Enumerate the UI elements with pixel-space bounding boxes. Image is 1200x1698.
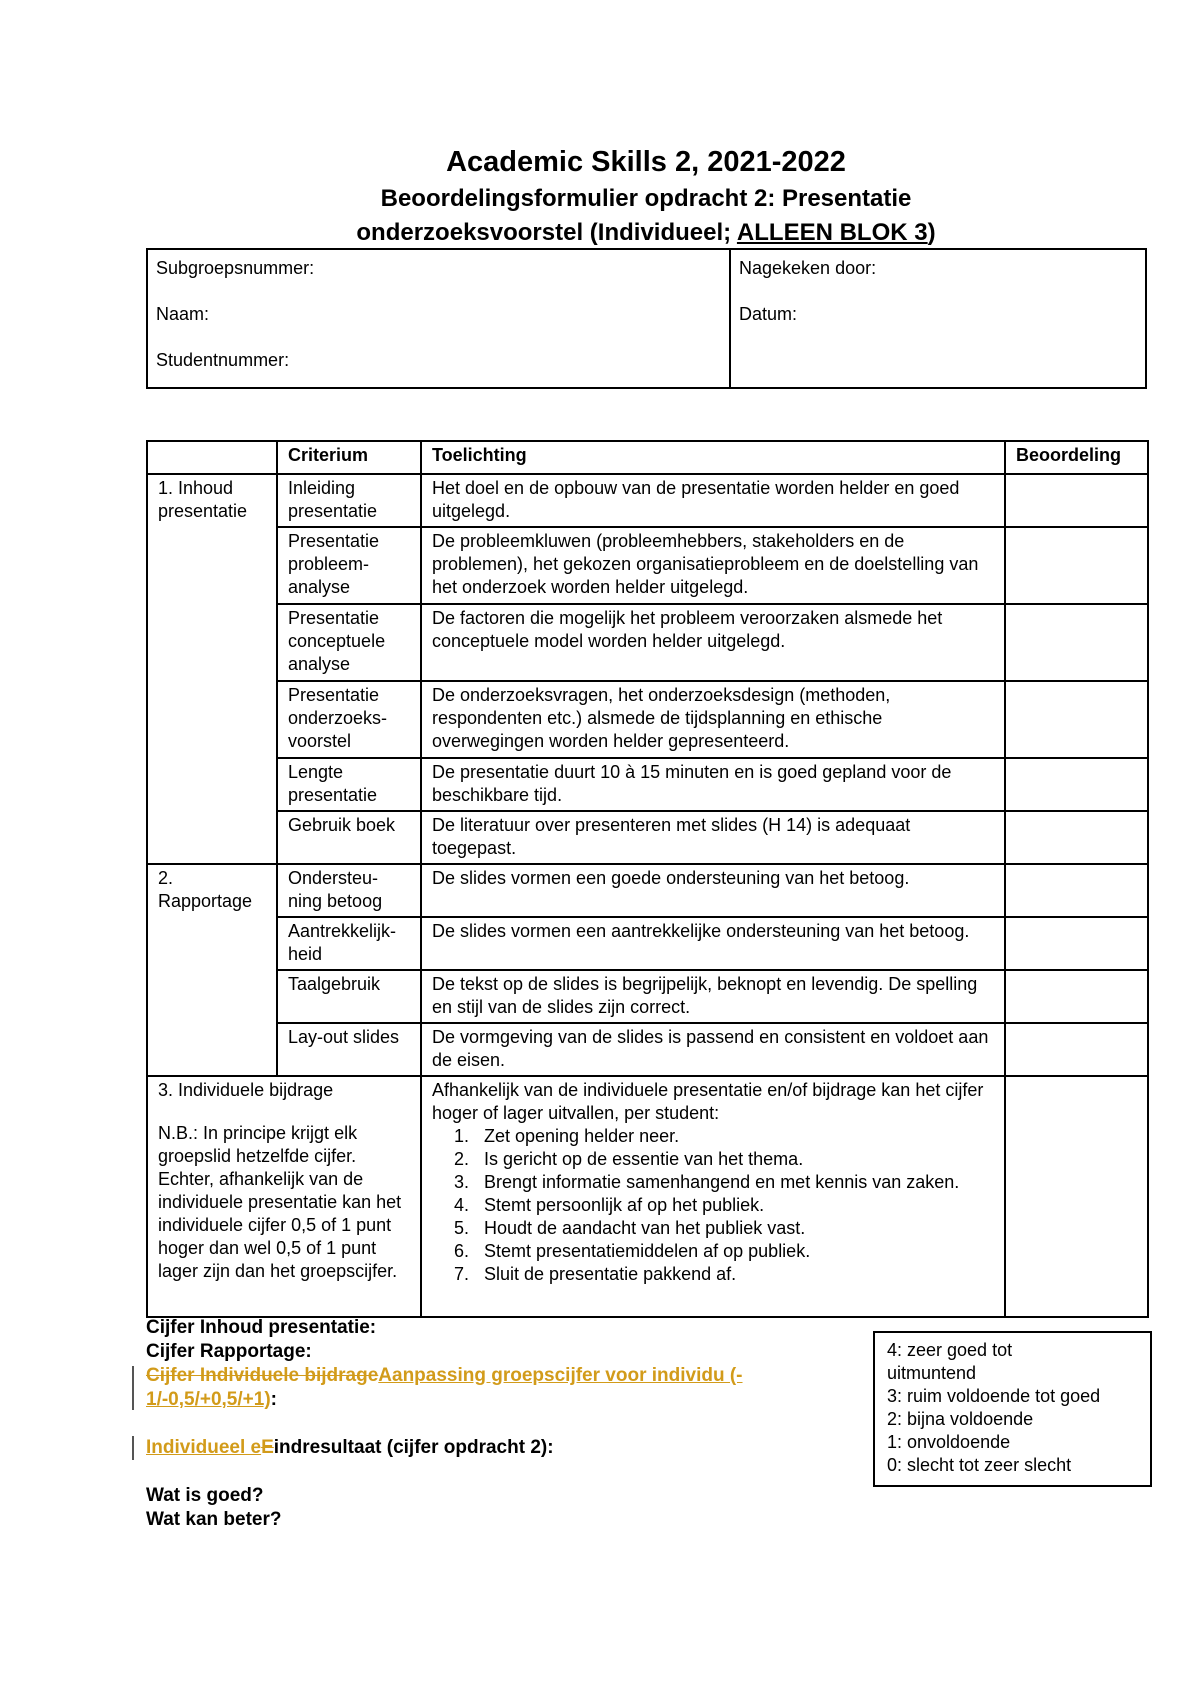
subtitle-underlined: ALLEEN BLOK 3	[736, 219, 928, 246]
individual-criteria-list	[432, 1125, 994, 1286]
grade-cell[interactable]	[1005, 1023, 1148, 1076]
individual-note: N.B.: In principe krijgt elk groepslid hetzelfde cijfer. Echter, afhankelijk van de individuele presentatie kan het individuele cijfer 0,5 of 1 punt hoger dan wel 0,5 of 1 punt lager zijn dan het groepscijfer.	[158, 1123, 402, 1281]
change-bar	[132, 1436, 134, 1460]
final-result-line	[146, 1436, 743, 1460]
inserted-text: Individueel e	[146, 1437, 262, 1458]
scale-1: 1: onvoldoende	[887, 1432, 1011, 1452]
list-item: 1. Zet opening helder neer.	[474, 1125, 994, 1148]
deleted-text: Cijfer Individuele bijdrage	[146, 1365, 379, 1386]
header-grade: Beoordeling	[1005, 441, 1148, 474]
list-item: 3. Brengt informatie samenhangend en met kennis van zaken.	[474, 1171, 994, 1194]
table-row	[147, 758, 1148, 811]
document-subtitle-line1: Beoordelingsformulier opdracht 2: Presentatie	[380, 185, 912, 212]
results-section	[146, 1316, 743, 1532]
grade-cell[interactable]	[1005, 604, 1148, 681]
rubric-header-row	[147, 441, 1148, 474]
list-item: 5. Houdt de aandacht van het publiek vast.	[474, 1217, 994, 1240]
individual-title: 3. Individuele bijdrage	[158, 1080, 334, 1100]
inserted-text: Aanpassing groepscijfer voor individu (-	[378, 1365, 743, 1386]
content-grade-line: Cijfer Inhoud presentatie:	[146, 1317, 377, 1338]
section-reporting: 2. Rapportage	[147, 864, 277, 1076]
explanation-cell: De factoren die mogelijk het probleem veroorzaken alsmede het conceptuele model worden helder uitgelegd.	[421, 604, 1005, 681]
spacer	[146, 1460, 743, 1484]
criterion-cell: Presentatie probleem-analyse	[277, 527, 421, 604]
criterion-cell: Taalgebruik	[277, 970, 421, 1023]
table-row	[147, 474, 1148, 527]
criterion-cell: Gebruik boek	[277, 811, 421, 864]
criterion-cell: Lengte presentatie	[277, 758, 421, 811]
deleted-text: E	[261, 1437, 274, 1458]
explanation-cell: De presentatie duurt 10 à 15 minuten en is goed gepland voor de beschikbare tijd.	[421, 758, 1005, 811]
scale-4-cont: uitmuntend	[887, 1363, 977, 1383]
grade-cell[interactable]	[1005, 970, 1148, 1023]
list-item: 7. Sluit de presentatie pakkend af.	[474, 1263, 994, 1286]
grade-cell[interactable]	[1005, 681, 1148, 758]
grade-cell[interactable]	[1005, 917, 1148, 970]
rubric-table	[146, 440, 1149, 1318]
info-left	[148, 250, 731, 387]
explanation-cell: De onderzoeksvragen, het onderzoeksdesign (methoden, respondenten etc.) alsmede de tijdsplanning en ethische overwegingen worden helder gepresenteerd.	[421, 681, 1005, 758]
inserted-text: 1/-0,5/+0,5/+1)	[146, 1389, 271, 1410]
subgroup-field[interactable]: Subgroepsnummer:	[156, 258, 315, 278]
grade-cell[interactable]	[1005, 474, 1148, 527]
grade-cell[interactable]	[1005, 758, 1148, 811]
table-row	[147, 1076, 1148, 1317]
list-item: 6. Stemt presentatiemiddelen af op publiek.	[474, 1240, 994, 1263]
report-grade-line: Cijfer Rapportage:	[146, 1341, 312, 1362]
info-box	[146, 248, 1147, 389]
list-item: 4. Stemt persoonlijk af op het publiek.	[474, 1194, 994, 1217]
individual-grade-line-cont	[146, 1388, 743, 1412]
explanation-cell: De tekst op de slides is begrijpelijk, beknopt en levendig. De spelling en stijl van de slides zijn correct.	[421, 970, 1005, 1023]
grade-cell[interactable]	[1005, 1076, 1148, 1317]
criterion-cell: Presentatie onderzoeks-voorstel	[277, 681, 421, 758]
grade-cell[interactable]	[1005, 864, 1148, 917]
final-result-label: indresultaat (cijfer opdracht 2):	[273, 1437, 554, 1458]
criterion-cell: Ondersteu-ning betoog	[277, 864, 421, 917]
table-row	[147, 917, 1148, 970]
info-right	[731, 250, 1145, 387]
checked-by-field[interactable]: Nagekeken door:	[739, 258, 877, 278]
what-good-line: Wat is goed?	[146, 1485, 264, 1506]
grading-scale-box	[873, 1331, 1152, 1487]
criterion-cell: Aantrekkelijk-heid	[277, 917, 421, 970]
explanation-cell: De slides vormen een goede ondersteuning van het betoog.	[421, 864, 1005, 917]
scale-3: 3: ruim voldoende tot goed	[887, 1386, 1101, 1406]
student-number-field[interactable]: Studentnummer:	[156, 350, 290, 370]
explanation-cell: De literatuur over presenteren met slides (H 14) is adequaat toegepast.	[421, 811, 1005, 864]
explanation-cell: De vormgeving van de slides is passend en consistent en voldoet aan de eisen.	[421, 1023, 1005, 1076]
table-row	[147, 864, 1148, 917]
name-field[interactable]: Naam:	[156, 304, 210, 324]
section-individual	[147, 1076, 421, 1317]
section-content-presentation: 1. Inhoud presentatie	[147, 474, 277, 864]
header-explanation: Toelichting	[421, 441, 1005, 474]
document-title: Academic Skills 2, 2021-2022	[446, 146, 846, 178]
scale-2: 2: bijna voldoende	[887, 1409, 1034, 1429]
header-criterion: Criterium	[277, 441, 421, 474]
explanation-cell: De slides vormen een aantrekkelijke ondersteuning van het betoog.	[421, 917, 1005, 970]
header-blank	[147, 441, 277, 474]
date-field[interactable]: Datum:	[739, 304, 798, 324]
grade-cell[interactable]	[1005, 811, 1148, 864]
what-better-line: Wat kan beter?	[146, 1509, 282, 1530]
individual-grade-line	[146, 1364, 743, 1388]
scale-4: 4: zeer goed tot	[887, 1340, 1013, 1360]
explanation-cell: De probleemkluwen (probleemhebbers, stakeholders en de problemen), het gekozen organisatieprobleem en de doelstelling van het onderzoek worden helder uitgelegd.	[421, 527, 1005, 604]
criterion-cell: Lay-out slides	[277, 1023, 421, 1076]
grade-cell[interactable]	[1005, 527, 1148, 604]
criterion-cell: Inleiding presentatie	[277, 474, 421, 527]
explanation-cell: Het doel en de opbouw van de presentatie worden helder en goed uitgelegd.	[421, 474, 1005, 527]
individual-explanation	[421, 1076, 1005, 1317]
colon: :	[270, 1389, 277, 1410]
table-row	[147, 811, 1148, 864]
individual-intro: Afhankelijk van de individuele presentatie en/of bijdrage kan het cijfer hoger of lager uitvallen, per student:	[432, 1080, 984, 1123]
subtitle-close: )	[927, 219, 936, 246]
table-row	[147, 681, 1148, 758]
table-row	[147, 527, 1148, 604]
table-row	[147, 970, 1148, 1023]
scale-0: 0: slecht tot zeer slecht	[887, 1455, 1072, 1475]
spacer	[146, 1412, 743, 1436]
change-bar	[132, 1366, 134, 1410]
list-item: 2. Is gericht op de essentie van het thema.	[474, 1148, 994, 1171]
document-subtitle-line2	[146, 219, 1146, 247]
criterion-cell: Presentatie conceptuele analyse	[277, 604, 421, 681]
table-row	[147, 604, 1148, 681]
table-row	[147, 1023, 1148, 1076]
subtitle-text: onderzoeksvoorstel (Individueel;	[356, 219, 737, 246]
